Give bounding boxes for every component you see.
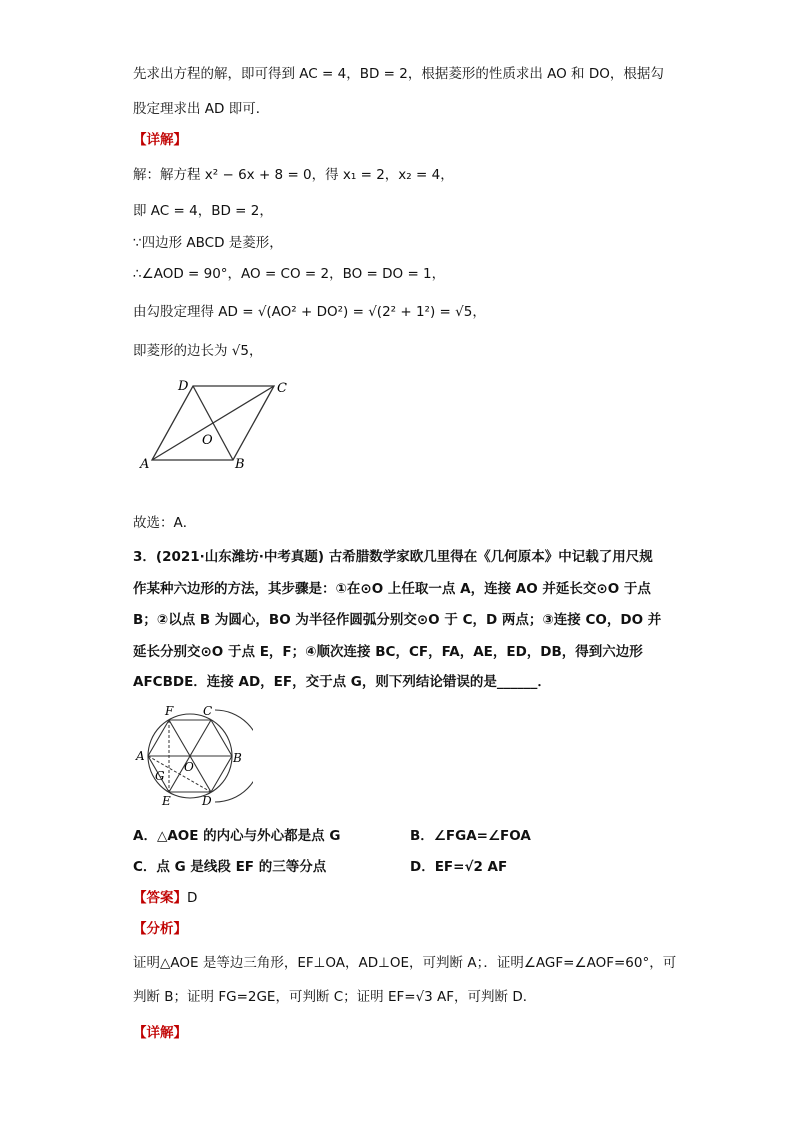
solution-line-1: 解：解方程 x² − 6x + 8 = 0，得 x₁ = 2，x₂ = 4， bbox=[133, 167, 454, 183]
label-o: O bbox=[202, 433, 213, 448]
paragraph-line-2: 股定理求出 AD 即可． bbox=[133, 101, 270, 117]
question-line-4: 延长分别交⊙O 于点 E，F；④顺次连接 BC，CF，FA，AE，ED，DB，得到六边形 bbox=[133, 644, 643, 660]
label-a: A bbox=[140, 457, 150, 472]
analysis-line-2: 判断 B；证明 FG=2GE，可判断 C；证明 EF=√3 AF，可判断 D． bbox=[133, 989, 537, 1005]
rhombus-figure bbox=[138, 372, 298, 472]
label-c: C bbox=[277, 381, 287, 396]
label-o: O bbox=[184, 760, 194, 774]
hexagon-figure bbox=[133, 700, 253, 812]
paragraph-line-1: 先求出方程的解，即可得到 AC = 4，BD = 2，根据菱形的性质求出 AO 和 DO，根据勾 bbox=[133, 66, 664, 82]
label-d: D bbox=[202, 794, 212, 808]
solution-line-2: 即 AC = 4，BD = 2， bbox=[133, 203, 273, 219]
label-g: G bbox=[155, 769, 165, 783]
option-c: C．点 G 是线段 EF 的三等分点 bbox=[133, 859, 327, 875]
option-a: A．△AOE 的内心与外心都是点 G bbox=[133, 828, 341, 844]
label-a: A bbox=[136, 749, 145, 763]
label-c: C bbox=[203, 704, 213, 718]
label-b: B bbox=[233, 751, 242, 765]
label-b: B bbox=[235, 457, 245, 472]
answer-value: D bbox=[187, 890, 198, 906]
question-line-5: AFCBDE．连接 AD，EF，交于点 G，则下列结论错误的是______． bbox=[133, 674, 551, 690]
detail-heading-2: 【详解】 bbox=[133, 1025, 187, 1041]
answer-tag: 【答案】 bbox=[133, 890, 187, 906]
label-f: F bbox=[165, 704, 174, 718]
solution-line-5: 由勾股定理得 AD = √(AO² + DO²) = √(2² + 1²) = √5， bbox=[133, 304, 486, 320]
question-line-3: B；②以点 B 为圆心，BO 为半径作圆弧分别交⊙O 于 C，D 两点；③连接 CO，DO 并 bbox=[133, 612, 662, 628]
answer-heading bbox=[133, 888, 197, 908]
analysis-line-1: 证明△AOE 是等边三角形，EF⊥OA，AD⊥OE，可判断 A；．证明∠AGF=∠AOF=60°，可 bbox=[133, 955, 677, 971]
question-line-1: 3．(2021·山东潍坊·中考真题) 古希腊数学家欧几里得在《几何原本》中记载了用尺规 bbox=[133, 549, 653, 565]
option-d: D．EF=√2 AF bbox=[410, 859, 508, 875]
label-e: E bbox=[162, 794, 171, 808]
solution-line-4: ∴∠AOD = 90°，AO = CO = 2，BO = DO = 1， bbox=[133, 266, 446, 282]
solution-line-3: ∵四边形 ABCD 是菱形， bbox=[133, 235, 283, 251]
analysis-heading: 【分析】 bbox=[133, 921, 187, 937]
option-b: B．∠FGA=∠FOA bbox=[410, 828, 531, 844]
answer-line: 故选：A． bbox=[133, 515, 197, 531]
label-d: D bbox=[178, 379, 189, 394]
solution-line-6: 即菱形的边长为 √5， bbox=[133, 343, 263, 359]
question-line-2: 作某种六边形的方法，其步骤是：①在⊙O 上任取一点 A，连接 AO 并延长交⊙O 于点 bbox=[133, 581, 651, 597]
detail-heading: 【详解】 bbox=[133, 132, 187, 148]
